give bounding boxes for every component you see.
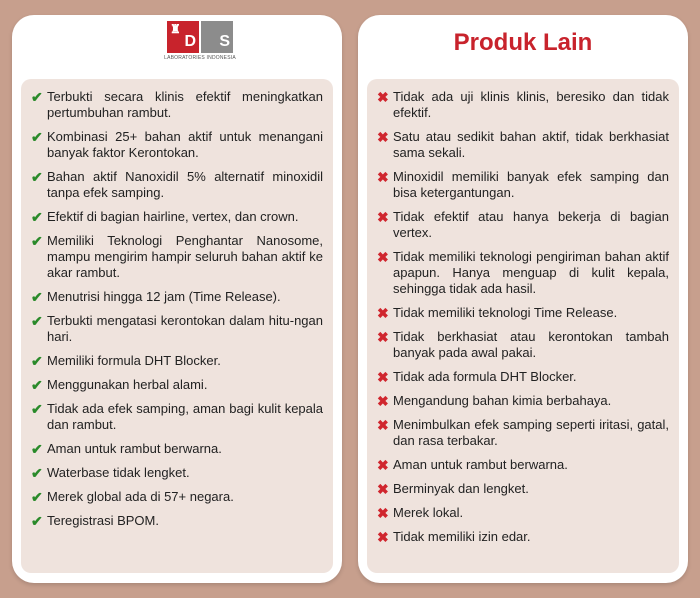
- list-item: [31, 313, 323, 345]
- list-item-text: Tidak memiliki teknologi Time Release.: [393, 305, 618, 320]
- other-product-card: [358, 15, 688, 583]
- list-item-text: Mengandung bahan kimia berbahaya.: [393, 393, 612, 408]
- cross-icon: ✖: [377, 249, 389, 265]
- list-item: [377, 249, 669, 297]
- list-item: [377, 329, 669, 361]
- list-item: [377, 129, 669, 161]
- ds-logo: [164, 21, 236, 69]
- cross-icon: ✖: [377, 129, 389, 145]
- logo-subtitle: LABORATORIES INDONESIA: [164, 55, 236, 61]
- list-item-text: Menimbulkan efek samping seperti iritasi, gatal, dan rasa terbakar.: [393, 417, 669, 448]
- list-item-text: Memiliki Teknologi Penghantar Nanosome, mampu mengirim hampir seluruh bahan aktif ke akar rambut.: [47, 233, 323, 280]
- list-item-text: Merek global ada di 57+ negara.: [47, 489, 234, 504]
- list-item: [31, 353, 323, 369]
- chess-rook-icon: ♜: [170, 22, 181, 36]
- list-item-text: Menutrisi hingga 12 jam (Time Release).: [47, 289, 281, 304]
- list-item: [31, 401, 323, 433]
- left-feature-list: [31, 89, 323, 537]
- check-icon: ✔: [31, 353, 43, 369]
- list-item: [31, 377, 323, 393]
- cross-icon: ✖: [377, 89, 389, 105]
- list-item: [31, 89, 323, 121]
- list-item-text: Merek lokal.: [393, 505, 464, 520]
- list-item-text: Kombinasi 25+ bahan aktif untuk menangani banyak faktor Kerontokan.: [47, 129, 323, 160]
- list-item: [377, 481, 669, 497]
- check-icon: ✔: [31, 489, 43, 505]
- list-item-text: Tidak ada efek samping, aman bagi kulit kepala dan rambut.: [47, 401, 323, 432]
- list-item: [377, 393, 669, 409]
- other-product-title: Produk Lain: [453, 29, 593, 56]
- check-icon: ✔: [31, 513, 43, 529]
- logo-d-letter: D: [184, 33, 196, 50]
- check-icon: ✔: [31, 313, 43, 329]
- list-item: [31, 233, 323, 281]
- list-item-text: Tidak memiliki teknologi pengiriman bahan aktif apapun. Hanya menguap di kulit kepala, sehingga tidak ada hasil.: [393, 249, 669, 296]
- list-item: [31, 289, 323, 305]
- list-item-text: Aman untuk rambut berwarna.: [47, 441, 222, 456]
- check-icon: ✔: [31, 441, 43, 457]
- logo-s-letter: S: [219, 33, 230, 50]
- list-item-text: Satu atau sedikit bahan aktif, tidak berkhasiat sama sekali.: [393, 129, 669, 160]
- list-item-text: Efektif di bagian hairline, vertex, dan crown.: [47, 209, 299, 224]
- check-icon: ✔: [31, 89, 43, 105]
- list-item: [31, 441, 323, 457]
- cross-icon: ✖: [377, 481, 389, 497]
- check-icon: ✔: [31, 233, 43, 249]
- list-item: [377, 89, 669, 121]
- check-icon: ✔: [31, 129, 43, 145]
- logo-s-box: [201, 21, 233, 53]
- cross-icon: ✖: [377, 305, 389, 321]
- list-item-text: Tidak berkhasiat atau kerontokan tambah banyak pada awal pakai.: [393, 329, 669, 360]
- list-item-text: Menggunakan herbal alami.: [47, 377, 208, 392]
- list-item-text: Teregistrasi BPOM.: [47, 513, 159, 528]
- list-item: [377, 417, 669, 449]
- list-item: [377, 209, 669, 241]
- cross-icon: ✖: [377, 505, 389, 521]
- list-item: [31, 129, 323, 161]
- list-item-text: Berminyak dan lengket.: [393, 481, 529, 496]
- list-item-text: Terbukti secara klinis efektif meningkatkan pertumbuhan rambut.: [47, 89, 323, 120]
- list-item: [31, 489, 323, 505]
- cross-icon: ✖: [377, 329, 389, 345]
- cross-icon: ✖: [377, 417, 389, 433]
- check-icon: ✔: [31, 401, 43, 417]
- list-item-text: Minoxidil memiliki banyak efek samping dan bisa ketergantungan.: [393, 169, 669, 200]
- list-item-text: Tidak ada formula DHT Blocker.: [393, 369, 577, 384]
- list-item: [377, 305, 669, 321]
- cross-icon: ✖: [377, 529, 389, 545]
- list-item-text: Memiliki formula DHT Blocker.: [47, 353, 221, 368]
- cross-icon: ✖: [377, 369, 389, 385]
- cross-icon: ✖: [377, 169, 389, 185]
- check-icon: ✔: [31, 209, 43, 225]
- logo-d-box: [167, 21, 199, 53]
- list-item: [377, 457, 669, 473]
- list-item: [31, 465, 323, 481]
- check-icon: ✔: [31, 377, 43, 393]
- list-item: [377, 169, 669, 201]
- list-item-text: Tidak efektif atau hanya bekerja di bagian vertex.: [393, 209, 669, 240]
- list-item: [31, 513, 323, 529]
- list-item: [377, 529, 669, 545]
- list-item: [377, 505, 669, 521]
- list-item-text: Tidak memiliki izin edar.: [393, 529, 531, 544]
- cross-icon: ✖: [377, 393, 389, 409]
- list-item: [377, 369, 669, 385]
- list-item: [31, 209, 323, 225]
- right-feature-list: [377, 89, 669, 553]
- list-item-text: Terbukti mengatasi kerontokan dalam hitu-ngan hari.: [47, 313, 323, 344]
- list-item-text: Bahan aktif Nanoxidil 5% alternatif minoxidil tanpa efek samping.: [47, 169, 323, 200]
- check-icon: ✔: [31, 289, 43, 305]
- cross-icon: ✖: [377, 457, 389, 473]
- list-item-text: Aman untuk rambut berwarna.: [393, 457, 568, 472]
- ds-product-card: [12, 15, 342, 583]
- list-item-text: Waterbase tidak lengket.: [47, 465, 190, 480]
- check-icon: ✔: [31, 169, 43, 185]
- list-item-text: Tidak ada uji klinis klinis, beresiko dan tidak efektif.: [393, 89, 669, 120]
- right-feature-panel: [367, 79, 679, 573]
- cross-icon: ✖: [377, 209, 389, 225]
- left-feature-panel: [21, 79, 333, 573]
- list-item: [31, 169, 323, 201]
- check-icon: ✔: [31, 465, 43, 481]
